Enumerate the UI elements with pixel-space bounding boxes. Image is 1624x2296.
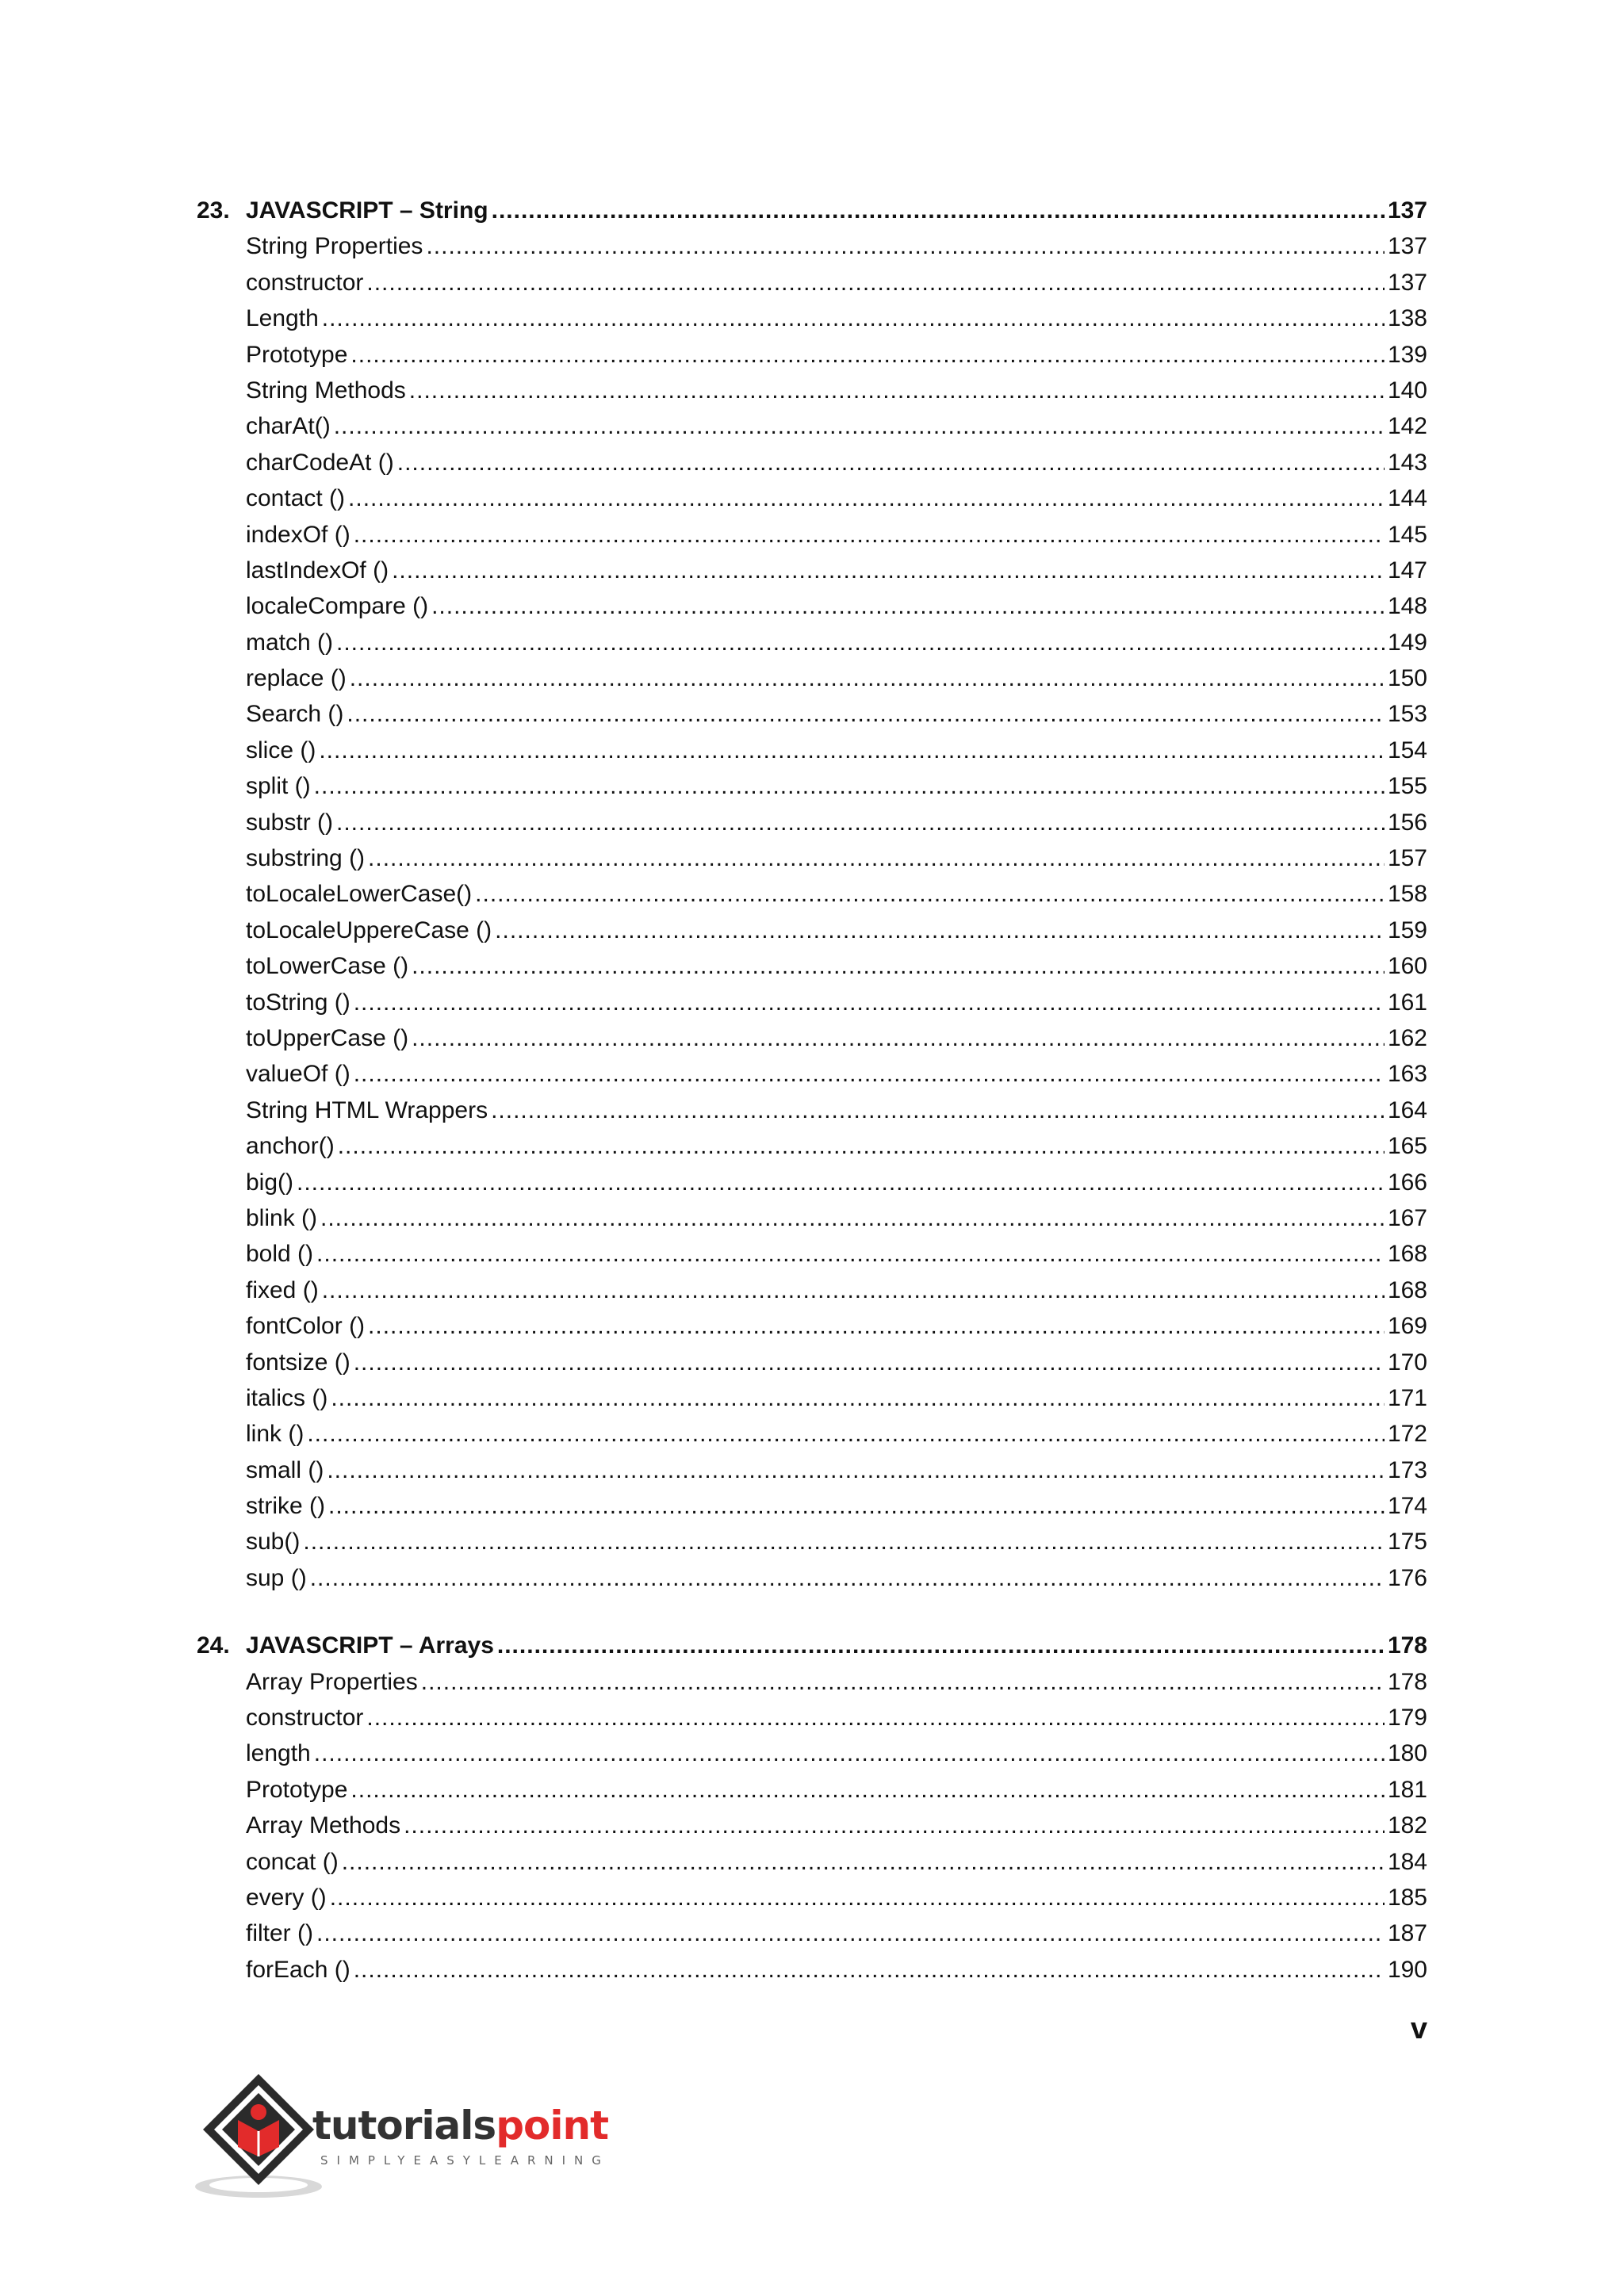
- toc-entry[interactable]: [197, 840, 1427, 876]
- toc-entry[interactable]: [197, 1772, 1427, 1808]
- toc-entry-label: big(): [246, 1169, 294, 1196]
- toc-chapter-heading[interactable]: [197, 1628, 1427, 1663]
- toc-entry-label: slice (): [246, 737, 316, 763]
- toc-entry-label: split (): [246, 773, 311, 800]
- toc-entry-page-number: 159: [1387, 916, 1427, 943]
- dot-leader: [392, 553, 1385, 588]
- toc-entry[interactable]: [197, 265, 1427, 300]
- toc-entry-label: indexOf (): [246, 521, 350, 548]
- toc-entry-page-number: 145: [1387, 521, 1427, 548]
- toc-entry[interactable]: [197, 1380, 1427, 1416]
- toc-entry-label: match (): [246, 629, 334, 656]
- toc-entry[interactable]: [197, 445, 1427, 480]
- toc-entry-page-number: 190: [1387, 1956, 1427, 1983]
- toc-entry-label: bold (): [246, 1241, 314, 1268]
- toc-entry-page-number: 147: [1387, 557, 1427, 584]
- toc-entry-page-number: 165: [1387, 1133, 1427, 1160]
- page-number: v: [1410, 2012, 1427, 2045]
- toc-entry-page-number: 161: [1387, 989, 1427, 1016]
- toc-entry[interactable]: [197, 1524, 1427, 1559]
- toc-entry-page-number: 181: [1387, 1776, 1427, 1803]
- dot-leader: [350, 337, 1385, 373]
- dot-leader: [338, 1128, 1385, 1164]
- logo-wordmark-dark: tutorials: [312, 2103, 496, 2149]
- dot-leader: [412, 948, 1385, 984]
- toc-entry-page-number: 168: [1387, 1276, 1427, 1303]
- toc-entry-label: lastIndexOf (): [246, 557, 389, 584]
- toc-entry-page-number: 168: [1387, 1241, 1427, 1268]
- toc-entry-label: italics (): [246, 1384, 328, 1411]
- toc-entry[interactable]: [197, 1020, 1427, 1056]
- toc-entry[interactable]: [197, 625, 1427, 660]
- dot-leader: [495, 913, 1385, 948]
- dot-leader: [322, 1272, 1385, 1308]
- toc-entry-label: length: [246, 1740, 311, 1767]
- toc-entry-label: String Properties: [246, 233, 423, 260]
- toc-entry-label: fontsize (): [246, 1349, 350, 1376]
- toc-entry[interactable]: [197, 985, 1427, 1020]
- toc-entry-page-number: 139: [1387, 341, 1427, 368]
- toc-entry[interactable]: [197, 805, 1427, 840]
- toc-entry-label: filter (): [246, 1920, 313, 1947]
- toc-entry-label: sub(): [246, 1529, 301, 1556]
- toc-entry-label: forEach (): [246, 1956, 350, 1983]
- toc-entry-label: Length: [246, 305, 319, 332]
- toc-entry-page-number: 153: [1387, 701, 1427, 728]
- toc-entry-page-number: 171: [1387, 1384, 1427, 1411]
- toc-entry[interactable]: [197, 1452, 1427, 1488]
- toc-entry-page-number: 137: [1387, 233, 1427, 260]
- toc-entry-page-number: 174: [1387, 1493, 1427, 1520]
- toc-entry[interactable]: [197, 300, 1427, 336]
- dot-leader: [336, 625, 1385, 660]
- toc-entry-label: replace (): [246, 665, 347, 692]
- toc-entry-page-number: 180: [1387, 1740, 1427, 1767]
- toc-entry-page-number: 179: [1387, 1705, 1427, 1732]
- dot-leader: [491, 1093, 1385, 1128]
- dot-leader: [310, 1560, 1385, 1596]
- logo-wordmark: [312, 2103, 608, 2149]
- chapter-title: JAVASCRIPT – String: [246, 197, 488, 224]
- toc-entry-page-number: 150: [1387, 665, 1427, 692]
- dot-leader: [316, 1236, 1385, 1272]
- dot-leader: [347, 696, 1385, 732]
- toc-entry[interactable]: [197, 948, 1427, 984]
- dot-leader: [314, 1735, 1385, 1771]
- toc-entry[interactable]: [197, 660, 1427, 696]
- toc-entry[interactable]: [197, 1416, 1427, 1452]
- dot-leader: [327, 1452, 1385, 1488]
- toc-entry[interactable]: [197, 1056, 1427, 1092]
- dot-leader: [342, 1844, 1385, 1880]
- toc-entry-page-number: 184: [1387, 1848, 1427, 1875]
- toc-section-24: [197, 1628, 1427, 1988]
- dot-leader: [334, 408, 1385, 444]
- dot-leader: [354, 1952, 1385, 1988]
- chapter-number: 24.: [197, 1632, 230, 1659]
- dot-leader: [331, 1380, 1385, 1416]
- tutorialspoint-logo: [193, 2068, 638, 2202]
- toc-entry[interactable]: [197, 1200, 1427, 1236]
- toc-entry[interactable]: [197, 408, 1427, 444]
- chapter-number: 23.: [197, 197, 230, 224]
- toc-entry-label: String Methods: [246, 377, 406, 404]
- toc-entry-label: substring (): [246, 845, 366, 872]
- toc-entry-page-number: 143: [1387, 449, 1427, 476]
- dot-leader: [348, 480, 1385, 516]
- toc-entry[interactable]: [197, 1844, 1427, 1880]
- dot-leader: [336, 805, 1385, 840]
- toc-entry-page-number: 169: [1387, 1313, 1427, 1340]
- toc-entry[interactable]: [197, 1880, 1427, 1915]
- toc-entry-page-number: 175: [1387, 1529, 1427, 1556]
- dot-leader: [354, 517, 1385, 553]
- dot-leader: [426, 228, 1385, 264]
- toc-entry[interactable]: [197, 733, 1427, 768]
- toc-entry-page-number: 157: [1387, 845, 1427, 872]
- toc-entry-label: toString (): [246, 989, 350, 1016]
- toc-entry-page-number: 158: [1387, 881, 1427, 908]
- toc-entry-label: small (): [246, 1456, 324, 1483]
- logo-wordmark-red: point: [496, 2103, 608, 2149]
- toc-entry[interactable]: [197, 1664, 1427, 1700]
- toc-entry-label: blink (): [246, 1204, 318, 1231]
- toc-entry-label: sup (): [246, 1564, 307, 1591]
- dot-leader: [303, 1524, 1385, 1559]
- dot-leader: [431, 588, 1385, 624]
- dot-leader: [320, 1200, 1385, 1236]
- toc-entry-label: fixed (): [246, 1276, 319, 1303]
- toc-entry[interactable]: [197, 696, 1427, 732]
- toc-entry-page-number: 148: [1387, 593, 1427, 620]
- chapter-page-number: 178: [1387, 1632, 1427, 1659]
- toc-chapter-heading[interactable]: [197, 193, 1427, 228]
- dot-leader: [475, 876, 1385, 912]
- toc-entry[interactable]: [197, 768, 1427, 804]
- toc-entry-label: valueOf (): [246, 1061, 350, 1088]
- dot-leader: [314, 768, 1385, 804]
- toc-entry[interactable]: [197, 1093, 1427, 1128]
- toc-entry-page-number: 173: [1387, 1456, 1427, 1483]
- toc-entry[interactable]: [197, 228, 1427, 264]
- table-of-contents: [197, 193, 1427, 1988]
- toc-entry-label: String HTML Wrappers: [246, 1096, 488, 1123]
- toc-entry-page-number: 140: [1387, 377, 1427, 404]
- toc-entry-label: toLocaleUppereCase (): [246, 916, 492, 943]
- toc-entry-label: every (): [246, 1884, 327, 1911]
- toc-entry[interactable]: [197, 1952, 1427, 1988]
- toc-entry-label: Array Properties: [246, 1668, 418, 1695]
- toc-entry-page-number: 154: [1387, 737, 1427, 763]
- toc-entry[interactable]: [197, 1345, 1427, 1380]
- toc-entry-page-number: 142: [1387, 413, 1427, 440]
- toc-entry-label: charCodeAt (): [246, 449, 394, 476]
- toc-entry-label: Prototype: [246, 341, 348, 368]
- toc-entry-page-number: 156: [1387, 809, 1427, 836]
- toc-entry-label: Prototype: [246, 1776, 348, 1803]
- toc-entry[interactable]: [197, 876, 1427, 912]
- toc-entry[interactable]: [197, 1735, 1427, 1771]
- logo-emblem-icon: [193, 2068, 328, 2202]
- toc-entry-page-number: 162: [1387, 1024, 1427, 1051]
- toc-entry[interactable]: [197, 588, 1427, 624]
- dot-leader: [404, 1808, 1385, 1843]
- dot-leader: [397, 445, 1385, 480]
- dot-leader: [330, 1880, 1385, 1915]
- chapter-page-number: 137: [1387, 197, 1427, 224]
- toc-entry-page-number: 155: [1387, 773, 1427, 800]
- toc-entry-page-number: 170: [1387, 1349, 1427, 1376]
- toc-entry-page-number: 172: [1387, 1421, 1427, 1448]
- toc-entry[interactable]: [197, 517, 1427, 553]
- dot-leader: [354, 985, 1385, 1020]
- toc-entry-label: fontColor (): [246, 1313, 366, 1340]
- toc-entry[interactable]: [197, 1560, 1427, 1596]
- logo-tagline: SIMPLYEASYLEARNING: [320, 2153, 610, 2168]
- chapter-title: JAVASCRIPT – Arrays: [246, 1632, 494, 1659]
- toc-entry-label: substr (): [246, 809, 334, 836]
- toc-entry-page-number: 176: [1387, 1564, 1427, 1591]
- toc-entry-label: toUpperCase (): [246, 1024, 409, 1051]
- dot-leader: [412, 1020, 1385, 1056]
- toc-entry-page-number: 164: [1387, 1096, 1427, 1123]
- toc-entry-page-number: 149: [1387, 629, 1427, 656]
- toc-entry[interactable]: [197, 1700, 1427, 1735]
- toc-entry-page-number: 187: [1387, 1920, 1427, 1947]
- dot-leader: [354, 1056, 1385, 1092]
- toc-entry-page-number: 138: [1387, 305, 1427, 332]
- dot-leader: [421, 1664, 1385, 1700]
- toc-entry-page-number: 160: [1387, 953, 1427, 980]
- dot-leader: [409, 373, 1385, 408]
- toc-entry-label: Search (): [246, 701, 344, 728]
- dot-leader: [319, 733, 1385, 768]
- toc-entry-label: link (): [246, 1421, 304, 1448]
- dot-leader: [366, 265, 1385, 300]
- toc-entry[interactable]: [197, 1808, 1427, 1843]
- dot-leader: [497, 1628, 1385, 1663]
- dot-leader: [368, 1308, 1385, 1344]
- toc-entry-label: constructor: [246, 1705, 364, 1732]
- toc-entry[interactable]: [197, 1236, 1427, 1272]
- toc-entry[interactable]: [197, 373, 1427, 408]
- dot-leader: [350, 1772, 1385, 1808]
- toc-section-23: [197, 193, 1427, 1596]
- toc-entry[interactable]: [197, 1272, 1427, 1308]
- toc-entry-label: anchor(): [246, 1133, 335, 1160]
- dot-leader: [297, 1165, 1385, 1200]
- toc-entry[interactable]: [197, 913, 1427, 948]
- toc-entry[interactable]: [197, 1128, 1427, 1164]
- dot-leader: [354, 1345, 1385, 1380]
- toc-entry-page-number: 166: [1387, 1169, 1427, 1196]
- toc-entry-label: constructor: [246, 269, 364, 296]
- toc-entry-label: charAt(): [246, 413, 331, 440]
- dot-leader: [492, 193, 1385, 228]
- toc-entry-page-number: 182: [1387, 1812, 1427, 1839]
- toc-entry[interactable]: [197, 553, 1427, 588]
- toc-entry-page-number: 144: [1387, 485, 1427, 512]
- dot-leader: [350, 660, 1385, 696]
- dot-leader: [366, 1700, 1385, 1735]
- toc-entry-page-number: 163: [1387, 1061, 1427, 1088]
- dot-leader: [368, 840, 1385, 876]
- toc-entry-page-number: 185: [1387, 1884, 1427, 1911]
- toc-entry-label: contact (): [246, 485, 346, 512]
- dot-leader: [328, 1488, 1385, 1524]
- toc-entry-page-number: 178: [1387, 1668, 1427, 1695]
- toc-entry[interactable]: [197, 337, 1427, 373]
- toc-entry-label: localeCompare (): [246, 593, 429, 620]
- toc-entry-label: Array Methods: [246, 1812, 401, 1839]
- dot-leader: [307, 1416, 1385, 1452]
- dot-leader: [322, 300, 1385, 336]
- toc-entry[interactable]: [197, 1308, 1427, 1344]
- toc-entry-page-number: 137: [1387, 269, 1427, 296]
- toc-entry-page-number: 167: [1387, 1204, 1427, 1231]
- dot-leader: [316, 1915, 1385, 1951]
- toc-entry[interactable]: [197, 1488, 1427, 1524]
- toc-entry-label: toLocaleLowerCase(): [246, 881, 473, 908]
- toc-entry-label: concat (): [246, 1848, 339, 1875]
- toc-entry[interactable]: [197, 1165, 1427, 1200]
- toc-entry-label: strike (): [246, 1493, 325, 1520]
- toc-entry-label: toLowerCase (): [246, 953, 409, 980]
- toc-entry[interactable]: [197, 480, 1427, 516]
- toc-entry[interactable]: [197, 1915, 1427, 1951]
